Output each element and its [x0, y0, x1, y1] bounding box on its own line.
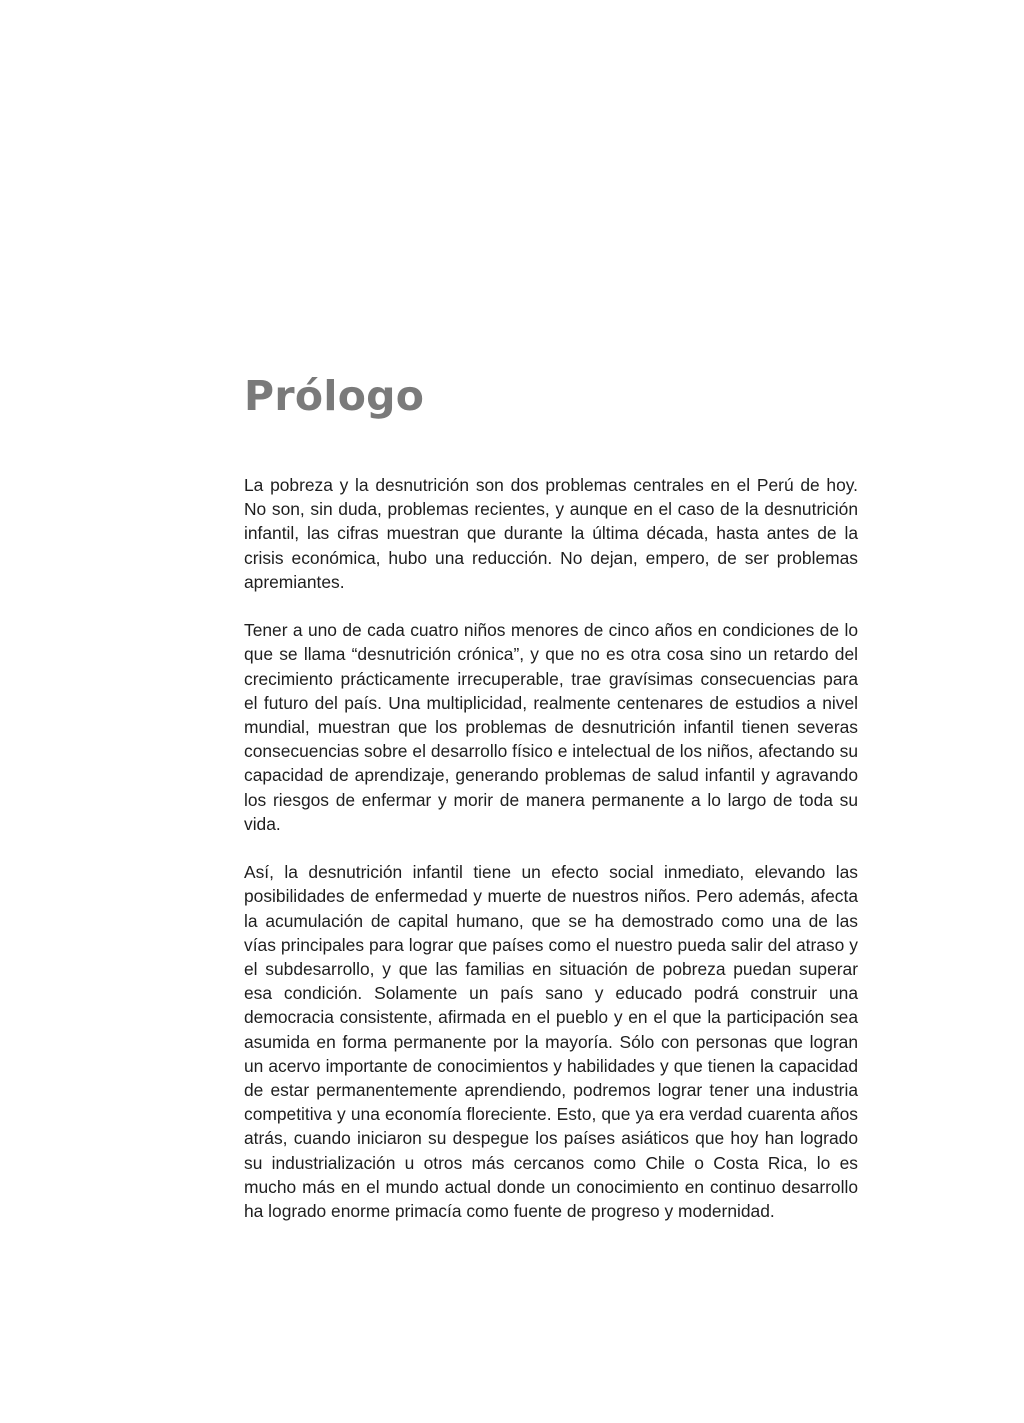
paragraph-1: La pobreza y la desnutrición son dos problemas centrales en el Perú de hoy. No son, sin duda, problemas recientes, y aunque en el caso de la desnutrición infantil, las cifras muestran que durante la última década, hasta antes de la crisis económica, hubo una reducción. No dejan, empero, de ser problemas apremiantes. — [244, 475, 858, 592]
paragraph-2: Tener a uno de cada cuatro niños menores de cinco años en condiciones de lo que se llama “desnutrición crónica”, y que no es otra cosa sino un retardo del crecimiento prácticamente irrecuperable, trae gravísimas consecuencias para el futuro del país. Una multiplicidad, realmente centenares de estudios a nivel mundial, muestran que los problemas de desnutrición infantil tienen severas consecuencias sobre el desarrollo físico e intelectual de los niños, afectando su capacidad de aprendizaje, generando problemas de salud infantil y agravando los riesgos de enfermar y morir de manera permanente a lo largo de toda su vida. — [244, 620, 858, 834]
paragraph-3: Así, la desnutrición infantil tiene un efecto social inmediato, elevando las posibilidades de enfermedad y muerte de nuestros niños. Pero además, afecta la acumulación de capital humano, que se ha demostrado como una de las vías principales para lograr que países como el nuestro pueda salir del atraso y el subdesarrollo, y que las familias en situación de pobreza puedan superar esa condición. Solamente un país sano y educado podrá construir una democracia consistente, afirmada en el pueblo y en el que la participación sea asumida en forma permanente por la mayoría. Sólo con personas que logran un acervo importante de conocimientos y habilidades y que tienen la capacidad de estar permanentemente aprendiendo, podremos lograr tener una industria competitiva y una economía floreciente. Esto, que ya era verdad cuarenta años atrás, cuando iniciaron su despegue los países asiáticos que hoy han logrado su industrialización u otros más cercanos como Chile o Costa Rica, lo es mucho más en el mundo actual donde un conocimiento en continuo desarrollo ha logrado enorme primacía como fuente de progreso y modernidad. — [244, 862, 858, 1222]
page-title: Prólogo — [244, 372, 425, 420]
body-text — [244, 473, 858, 1223]
